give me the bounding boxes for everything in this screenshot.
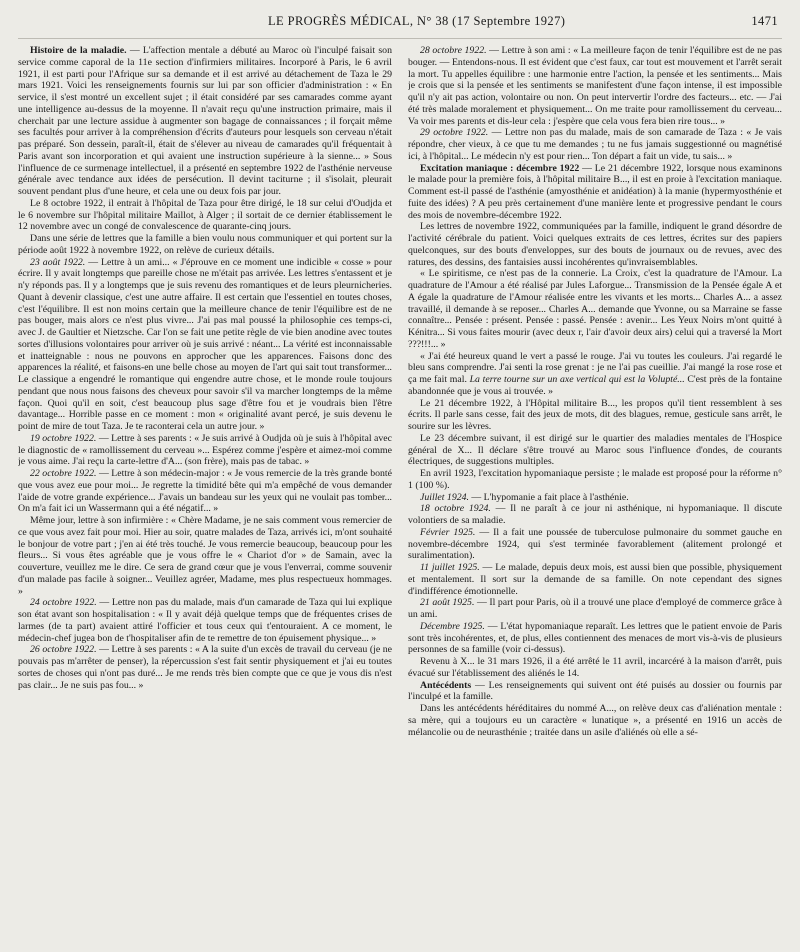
paragraph: [408, 45, 782, 127]
paragraph-text: — Lettre à ses parents : « A la suite d'un excès de travail du cerveau (je ne pouvais pas m'arrêter de penser), la répercussion s'est fait sentir physiquement et j'ai eu toutes sortes de choses qui n'ont pas duré... Je me rends très bien compte que ce que je vous dis n'est pas clair... Je ne suis pas fou... »: [18, 644, 392, 691]
paragraph-text: — Lettre à un ami... « J'éprouve en ce moment une indicible « cosse » pour écrire. Il y avait longtemps que pareille chose ne m'était pas arrivée. Les lettres s'entassent et je n'y réponds pas. Il y a longtemps que je suis revenu des romantiques et de leurs pleurnicheries. Quant à devenir classique, c'est une autre affaire. Il est certain que l'essentiel en toutes choses, c'est l'équilibre. Il est non moins certain que la meilleure chance de tenir l'équilibre est de ne pas bouger, mais alors ce n'est plus vivre... J'ai pas mal poussé la philosophie ces temps-ci, avec J. de Gaultier et Nietzsche. Car l'on se fait une petite règle de vie bien anodine avec toutes sortes d'illusions volontaires pour arriver où je suis arrivé : néant... La vérité est inconnaissable et inatteignable : nous ne pouvons en approcher que les apparences. Faisons donc des apparences la réalité, et faisons-en une belle chose au moyen de l'art qui sait tout transformer... Le classique a engendré le romantique qui engendre autre chose, et le monde roule toujours pendant que nous nous faisons des cheveux pour savoir s'il va marcher longtemps de la même façon. Quoi qu'il en soit, c'est beaucoup plus sage d'être fou et je voudrais bien l'être davantage... Horrible passe en ce moment : mon « originalité avant percé, je suis devenu le point de mire de tout Taza. Je te raconterai cela un autre jour. »: [18, 256, 392, 432]
paragraph: [408, 703, 782, 738]
paragraph: [408, 221, 782, 268]
left-column: [18, 45, 392, 945]
paragraph-text: C'est près de la fontaine abandonnée que je vous ai trouvée. »: [408, 374, 782, 397]
paragraph-text: — L'état hypomaniaque reparaît. Les lettres que le patient envoie de Paris sont très incohérentes, et, de plus, elles contiennent des menaces de mort vis-à-vis de plusieurs personnes de sa famille (voir ci-dessus).: [408, 620, 782, 656]
paragraph-text: — Il part pour Paris, où il a trouvé une place d'employé de commerce grâce à un ami.: [408, 597, 782, 620]
paragraph-text: Le 21 décembre 1922, à l'Hôpital militaire B..., les propos qu'il tient ressemblent à ses écrits. Il parle sans cesse, fait des jeux de mots, dit des blagues, remue, gesticule sans arrêt, le sourire sur les lèvres.: [408, 397, 782, 432]
paragraph: [18, 45, 392, 198]
paragraph: [408, 268, 782, 350]
running-header: [18, 14, 782, 39]
paragraph: [408, 562, 782, 597]
section-heading: Excitation maniaque : décembre 1922: [420, 162, 580, 174]
entry-date: 24 octobre 1922.: [30, 597, 97, 609]
paragraph-text: Dans les antécédents héréditaires du nommé A..., on relève deux cas d'aliénation mentale : sa mère, qui a toujours eu un caractère « lunatique », a présenté en 1916 un accès de mélancolie ou de neurasthénie ; traitée dans un asile d'aliénés où elle a sé-: [408, 703, 782, 738]
paragraph-text: Revenu à X... le 31 mars 1926, il a été arrêté le 11 avril, incarcéré à la maison d'arrêt, puis évacué sur l'établissement des aliénés le 14.: [408, 656, 782, 679]
paragraph-text: — Les renseignements qui suivent ont été puisés au dossier ou fournis par l'inculpé et la famille.: [408, 679, 782, 703]
paragraph-text: Le 8 octobre 1922, il entrait à l'hôpital de Taza pour être dirigé, le 18 sur celui d'Oudjda et le 6 novembre sur l'hôpital militaire Maillot, à Alger ; il sortait de ce dernier établissement le 12 novembre avec un congé de convalescence de quarante-cinq jours.: [18, 197, 392, 233]
paragraph-text: « Le spiritisme, ce n'est pas de la connerie. La Croix, c'est la quadrature de l'Amour. La quadrature de l'Amour a été réalisé par Jules Laforgue... Transmission de la Pensée égale A et A égale la quadrature de l'Amour réalisée entre les vivants et les morts... Charles A... a assez travaillé, il demande à se reposer... Charles A... demande que Yvonne, ou sa Marraine se fasse connaître... Pensée : présent. Pensée : passé. Pensée : avenir... Les Yeux Noirs m'ont quitté à Kénitra... Si vous faites mourir (avec deux r, l'air d'avoir deux airs) celui qui a traversé la Mort ???!!!... »: [408, 268, 782, 350]
page-number: 1471: [751, 14, 778, 28]
paragraph-text: — Il a fait une poussée de tuberculose pulmonaire du sommet gauche en novembre-décembre 1924, qui s'est terminée favorablement (alitement prolongé et suralimentation).: [408, 526, 782, 562]
paragraph-text: — Lettre non pas du malade, mais d'un camarade de Taza qui lui explique son état avant son hospitalisation : « Il y avait déjà quelque temps que de fréquentes crises de larmes (de ta part) avaient attiré l'officier et tous ceux qui t'entouraient. A ce moment, le médecin-chef jugea bon de t'hospitaliser afin de te remettre de ton épuisement physique... »: [18, 597, 392, 644]
right-column: [408, 45, 782, 945]
paragraph-text: « J'ai été heureux quand le vert a passé le rouge. J'ai vu toutes les couleurs. J'ai regardé le bleu sans comprendre. J'ai senti la rose grenat : je ne l'ai pas cueillie. J'ai mangé la rose rose et ça me fait mal.: [408, 350, 782, 385]
entry-date: 11 juillet 1925.: [420, 562, 480, 573]
journal-title: LE PROGRÈS MÉDICAL, N° 38 (17 Septembre 1927): [268, 14, 566, 28]
paragraph-text: — Le malade, depuis deux mois, est aussi bien que possible, physiquement et mentalement. Il sort sur la demande de sa famille. On note cependant des signes d'indifférence émotionnelle.: [408, 562, 782, 597]
paragraph: [408, 398, 782, 433]
paragraph: [18, 198, 392, 233]
paragraph: [18, 468, 392, 515]
italic-quote: La terre tourne sur un axe vertical qui est la Volupté...: [469, 374, 685, 385]
entry-date: Décembre 1925.: [420, 620, 485, 632]
paragraph: [408, 468, 782, 492]
paragraph: [408, 527, 782, 562]
paragraph-text: — Lettre à son médecin-major : « Je vous remercie de la très grande bonté que vous avez eue pour moi... Je regrette la timidité bête qui m'a empêché de vous demander l'aide de votre grande expérience... J'avais un bandeau sur les yeux qui ne voulait pas tomber... On m'a fait ici un Wassermann qui a été négatif... »: [18, 468, 392, 515]
entry-date: 22 octobre 1922.: [30, 468, 97, 479]
paragraph-text: — Lettre à son ami : « La meilleure façon de tenir l'équilibre est de ne pas bouger. — Entendons-nous. Il est évident que c'est faux, car tout est mouvement et l'arrêt serait la mort. Tu appelles équilibre : une harmonie entre l'action, la pensée et les sentiments... Mais je crois que si la pensée et les sentiments se manifestent d'une façon intense, il est impossible qu'il n'y ait pas action, volontaire ou non. On peut intervertir l'ordre des facteurs... etc. — J'ai été très malade moralement et physiquement... On me traite pour ramollissement du cerveau... Va voir mes parents et dis-leur cela : j'espère que cela vous fera bien rire tous... »: [408, 45, 782, 127]
paragraph-text: — Il ne paraît à ce jour ni asthénique, ni hypomaniaque. Il discute volontiers de sa maladie.: [408, 503, 782, 526]
paragraph: [18, 597, 392, 644]
section-heading: Antécédents: [420, 679, 472, 691]
paragraph: [18, 257, 392, 433]
paragraph-text: — Lettre à ses parents : « Je suis arrivé à Oudjda où je suis à l'hôpital avec le diagnostic de « ramollissement du cerveau »... Espérez comme j'espère et aimez-moi comme je vous aime. J'ai reçu la carte-lettre d'A... (son frère), mais pas de tabac. »: [18, 432, 392, 468]
entry-date: Février 1925.: [420, 526, 476, 538]
paragraph-text: Les lettres de novembre 1922, communiquées par la famille, indiquent le grand désordre de l'activité cérébrale du patient. Voici quelques extraits de ces lettres, écrites sur des papiers quelconques, sur des bouts d'enveloppes, sur des bouts de journaux ou de revues, avec des ratures, des dessins, des fantaisies aussi incohérentes qu'invraisemblables.: [408, 221, 782, 268]
paragraph: [408, 621, 782, 656]
paragraph-text: Le 23 décembre suivant, il est dirigé sur le quartier des maladies mentales de l'Hospice général de X... Il déclare s'être trouvé au Maroc sous l'influence d'ondes, de courants électriques, de suggestions multiples.: [408, 432, 782, 468]
paragraph: [408, 656, 782, 680]
entry-date: 19 octobre 1922.: [30, 432, 97, 444]
paragraph-text: En avril 1923, l'excitation hypomaniaque persiste ; le malade est proposé pour la réforme n° 1 (100 %).: [408, 468, 782, 491]
paragraph-text: — Le 21 décembre 1922, lorsque nous examinons le malade pour la première fois, à l'hôpital militaire B..., il est en proie à l'excitation maniaque. Comment est-il passé de l'asthénie (amyosthénie et anidéation) à la manie (hypermyosthénie et fuite des idées) ? A peu près certainement d'une manière lente et progressive pendant le cours des mois de novembre-décembre 1922.: [408, 162, 782, 221]
text-columns: [18, 45, 782, 945]
paragraph: [408, 503, 782, 527]
entry-date: 18 octobre 1924.: [420, 503, 491, 515]
paragraph: [18, 233, 392, 257]
paragraph: [18, 433, 392, 468]
paragraph: [408, 433, 782, 468]
entry-date: 21 août 1925.: [420, 597, 475, 609]
paragraph: [18, 515, 392, 597]
entry-date: 29 octobre 1922.: [420, 127, 489, 139]
entry-date: 28 octobre 1922.: [420, 45, 487, 56]
paragraph: [408, 163, 782, 222]
paragraph-text: — Lettre non pas du malade, mais de son camarade de Taza : « Je vais répondre, cher vieux, à ce que tu me demandes ; tu ne fus jamais suggestionné ou magnétisé ici, à l'hôpital... Le médecin n'y est pour rien... Ton départ a fait un vide, tu sais... »: [408, 127, 782, 162]
paragraph-text: Dans une série de lettres que la famille a bien voulu nous communiquer et qui portent sur la période août 1922 à novembre 1922, on relève de curieux détails.: [18, 233, 392, 256]
paragraph: [408, 597, 782, 621]
entry-date: 23 août 1922.: [30, 256, 86, 268]
entry-date: Juillet 1924.: [420, 491, 469, 503]
paragraph: [408, 351, 782, 398]
paragraph: [408, 680, 782, 704]
paragraph: [408, 127, 782, 162]
entry-date: 26 octobre 1922.: [30, 644, 97, 656]
paragraph: [18, 644, 392, 691]
section-heading: Histoire de la maladie.: [30, 45, 127, 56]
paragraph-text: Même jour, lettre à son infirmière : « Chère Madame, je ne sais comment vous remercier de ce que vous avez fait pour moi. Hier au soir, quatre malades de Taza, arrivés ici, m'ont souhaité le bonjour de votre part ; j'en ai été très touché. Je vous remercie beaucoup, beaucoup pour les fleurs... Si vous êtes agréable que je vous offre le « Chariot d'or » de Samain, avec la couverture, veuillez me le dire. Ce sera de grand cœur que je vous l'enverrai, comme souvenir d'un malade pas facile à soigner... Veuillez agréer, Madame, mes plus respectueux hommages. »: [18, 515, 392, 597]
paragraph-text: — L'affection mentale a débuté au Maroc où l'inculpé faisait son service comme caporal de la 11e section d'infirmiers militaires. Incorporé à Paris, le 6 avril 1921, il est parti pour l'Afrique sur sa demande et il est arrivé au détachement de Taza le 29 mars 1921. Voici les renseignements fournis sur lui par son officier d'administration : « En service, il s'est montré un excellent sujet ; il était considéré par ses camarades comme ayant une intelligence au-dessus de la moyenne. Il n'avait reçu qu'une instruction primaire, mais il cherchait par une lecture assidue à augmenter son bagage de connaissances ; il forçait même ses facultés pour arriver à la compréhension d'écrits d'auteurs pour lesquels son cerveau n'était pas préparé. Son dessein, paraît-il, était de s'élever au niveau de camarades qu'il fréquentait à Paris avant son incorporation et qui avaient une instruction supérieure à la sienne... » Sous l'influence de ce surmenage intellectuel, il a présenté en septembre 1922 de l'asthénie nerveuse générale avec tendance aux idées de persécution. Il devint taciturne ; il s'isolait, pleurait souvent pendant plus d'une heure, et cela une ou deux fois par jour.: [18, 45, 392, 197]
paragraph: [408, 492, 782, 504]
paragraph-text: — L'hypomanie a fait place à l'asthénie.: [468, 491, 629, 503]
